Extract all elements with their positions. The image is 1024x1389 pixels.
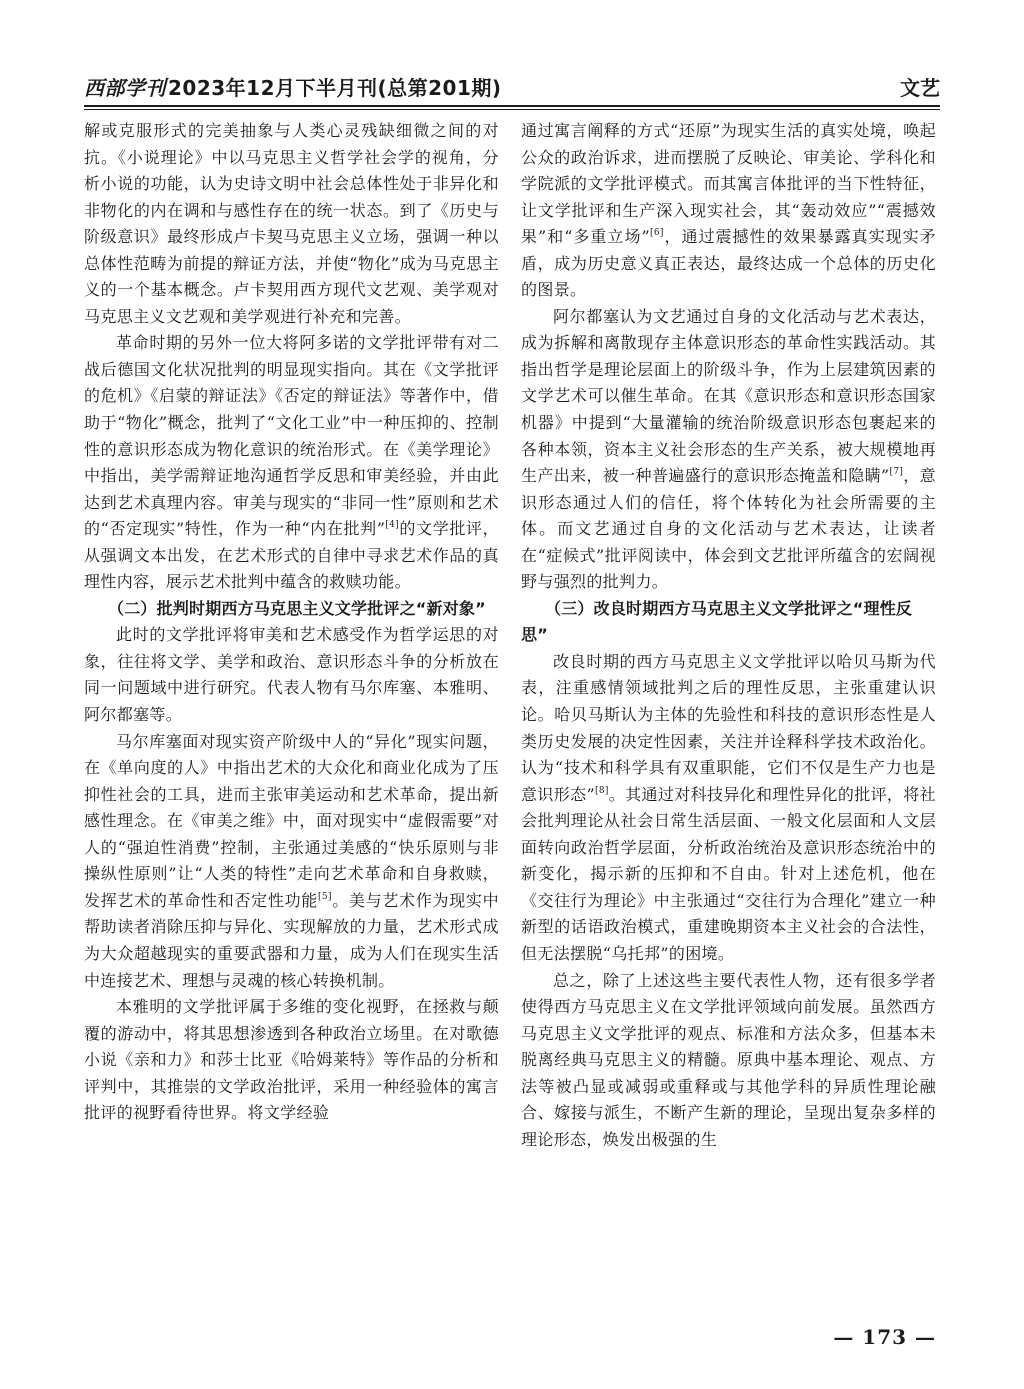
journal-name: 西部学刊 [84, 76, 166, 100]
paragraph-text: 革命时期的另外一位大将阿多诺的文学批评带有对二战后德国文化状况批判的明显现实指向。其在《文学批评的危机》《启蒙的辩证法》《否定的辩证法》等著作中，借助于“物化”概念，批判了“文化工业”中一种压抑的、控制性的意识形态成为物化意识的统治形式。在《美学理论》中指出，美学需辩证地沟通哲学反思和审美经验，并由此达到艺术真理内容。审美与现实的“非同一性”原则和艺术的“否定现实”特性，作为一种“内在批判” [84, 333, 499, 539]
paragraph-text: ，意识形态通过人们的信任，将个体转化为社会所需要的主体。而文艺通过自身的文化活动与艺术表达，让读者在“症候式”批评阅读中，体会到文艺批评所蕴含的宏阔视野与强烈的批判力。 [521, 466, 937, 592]
section-name: 文艺 [900, 76, 940, 100]
paragraph-text: 改良时期的西方马克思主义文学批评以哈贝马斯为代表，注重感情领域批判之后的理性反思，主张重建认识论。哈贝马斯认为主体的先验性和科技的意识形态性是人类历史发展的决定性因素，关注并诠释科学技术政治化。认为“技术和科学具有双重职能，它们不仅是生产力也是意识形态” [521, 651, 936, 804]
paragraph-text: 马尔库塞面对现实资产阶级中人的“异化”现实问题，在《单向度的人》中指出艺术的大众化和商业化成为了压抑性社会的工具，进而主张审美运动和艺术革命，提出新感性理念。在《审美之维》中，面对现实中“虚假需要”对人的“强迫性消费”控制，主张通过美感的“快乐原则与非操纵性原则”让“人类的特性”走向艺术革命和自身救赎，发挥艺术的革命性和否定性功能 [84, 731, 499, 910]
continued-paragraph [521, 118, 936, 304]
body-paragraph [84, 330, 499, 595]
left-column [84, 118, 499, 1127]
paragraph-text: ，通过震撼性的效果暴露真实现实矛盾，成为历史意义真正表达，最终达成一个总体的历史化的图景。 [521, 227, 936, 300]
body-paragraph [84, 729, 499, 994]
issue-info: 2023年12月下半月刊(总第201期) [168, 76, 502, 100]
paragraph-text: 。美与艺术作为现实中帮助读者消除压抑与异化、实现解放的力量，艺术形式成为大众超越现实的重要武器和力量，成为人们在现实生活中连接艺术、理想与灵魂的核心转换机制。 [84, 890, 499, 990]
continued-paragraph: 解或克服形式的完美抽象与人类心灵残缺细微之间的对抗。《小说理论》中以马克思主义哲学社会学的视角，分析小说的功能，认为史诗文明中社会总体性处于非异化和非物化的内在调和与感性存在的统一状态。到了《历史与阶级意识》最终形成卢卡契马克思主义立场，强调一种以总体性范畴为前提的辩证方法，并使“物化”成为马克思主义的一个基本概念。卢卡契用西方现代文艺观、美学观对马克思主义文艺观和美学观进行补充和完善。 [84, 121, 499, 326]
body-paragraph [521, 304, 936, 596]
page-number: — 173 — [833, 1325, 936, 1349]
paragraph-text: 通过寓言阐释的方式“还原”为现实生活的真实处境，唤起公众的政治诉求，进而摆脱了反映论、审美论、学科化和学院派的文学批评模式。而其寓言体批评的当下性特征，让文学批评和生产深入现实社会，其“轰动效应”“震撼效果”和“多重立场” [521, 121, 936, 247]
body-paragraph: 此时的文学批评将审美和艺术感受作为哲学运思的对象，往往将文学、美学和政治、意识形态斗争的分析放在同一问题域中进行研究。代表人物有马尔库塞、本雅明、阿尔都塞等。 [84, 625, 499, 725]
citation-ref: [4] [385, 520, 400, 531]
paragraph-text: 的文学批评，从强调文本出发，在艺术形式的自律中寻求艺术作品的真理性内容，展示艺术批判中蕴含的救赎功能。 [84, 519, 499, 592]
header-rule-thin [84, 109, 940, 110]
paragraph-text: 。其通过对科技异化和理性异化的批评，将社会批判理论从社会日常生活层面、一般文化层面和人文层面转向政治哲学层面，分析政治统治及意识形态统治中的新变化，揭示新的压抑和不自由。针对上述危机，他在《交往行为理论》中主张通过“交往行为合理化”建立一种新型的话语政治模式，重建晚期资本主义社会的合法性，但无法摆脱“乌托邦”的困境。 [521, 784, 936, 963]
section-heading: （三）改良时期西方马克思主义文学批评之“理性反思” [521, 598, 913, 645]
citation-ref: [5] [318, 891, 332, 902]
citation-ref: [8] [594, 785, 609, 796]
paragraph-text: 阿尔都塞认为文艺通过自身的文化活动与艺术表达，成为拆解和离散现存主体意识形态的革命性实践活动。其指出哲学是理论层面上的阶级斗争，作为上层建筑因素的文学艺术可以催生革命。在其《意识形态和意识形态国家机器》中提到“大量灌输的统治阶级意识形态包裹起来的各种本领，资本主义社会形态的生产关系，被大规模地再生产出来，被一种普遍盛行的意识形态掩盖和隐瞒” [521, 306, 936, 486]
citation-ref: [7] [889, 467, 904, 478]
right-column [521, 118, 936, 1153]
header-rule-thick [84, 105, 940, 107]
header-journal-info [84, 72, 502, 101]
body-paragraph [521, 649, 936, 968]
section-heading: （二）批判时期西方马克思主义文学批评之“新对象” [108, 598, 486, 618]
body-paragraph: 总之，除了上述这些主要代表性人物，还有很多学者使得西方马克思主义在文学批评领域向前发展。虽然西方马克思主义文学批评的观点、标准和方法众多，但基本未脱离经典马克思主义的精髓。原典中基本理论、观点、方法等被凸显或减弱或重释或与其他学科的异质性理论融合、嫁接与派生，不断产生新的理论，呈现出复杂多样的理论形态，焕发出极强的生 [521, 970, 936, 1149]
running-header [84, 70, 940, 104]
citation-ref: [6] [649, 228, 664, 239]
body-paragraph: 本雅明的文学批评属于多维的变化视野，在拯救与颠覆的游动中，将其思想渗透到各种政治立场里。在对歌德小说《亲和力》和莎士比亚《哈姆莱特》等作品的分析和评判中，其推崇的文学政治批评，采用一种经验体的寓言批评的视野看待世界。将文学经验 [84, 997, 499, 1123]
